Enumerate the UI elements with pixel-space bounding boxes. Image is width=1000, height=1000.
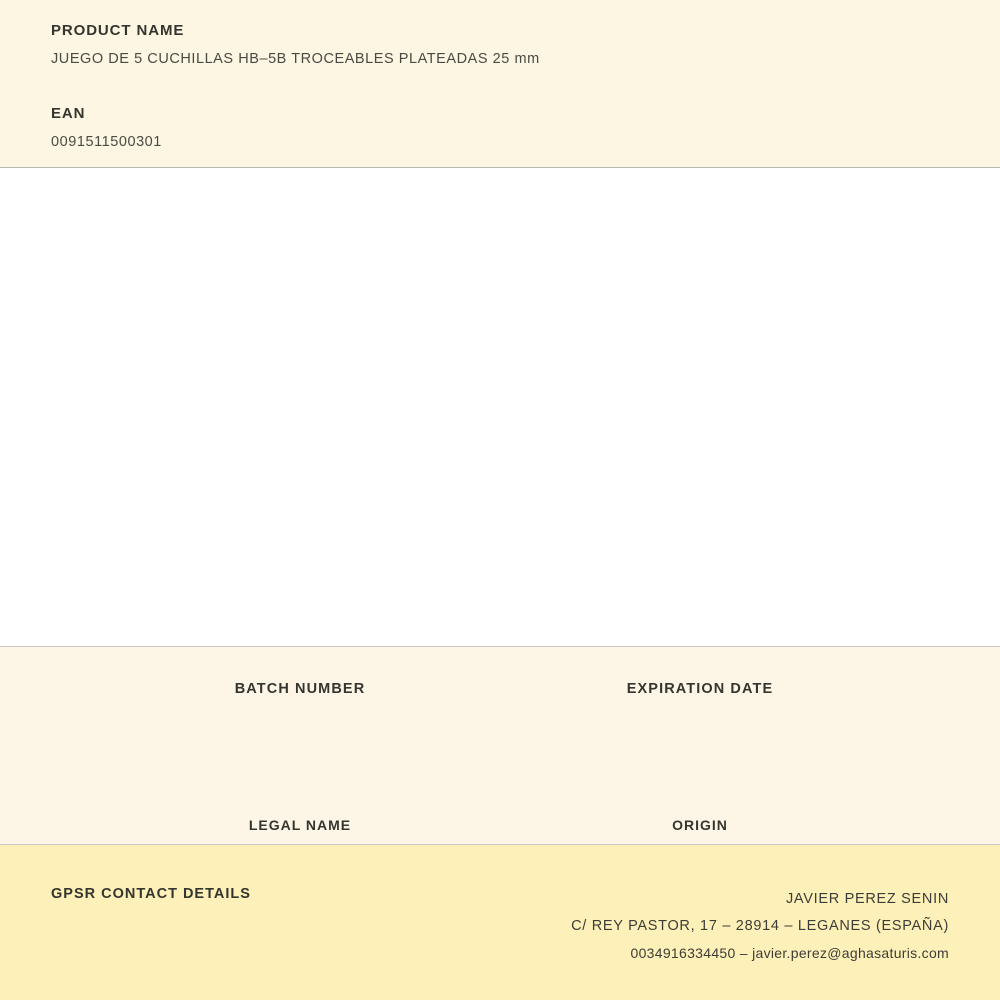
- batch-number-label: BATCH NUMBER: [234, 681, 366, 697]
- gpsr-contact-name: JAVIER PEREZ SENIN: [785, 891, 949, 907]
- expiration-date-label: EXPIRATION DATE: [626, 681, 774, 697]
- gpsr-contact-phone-email: 0034916334450 – javier.perez@aghasaturis.com: [630, 945, 949, 961]
- product-name-label: PRODUCT NAME: [51, 22, 185, 39]
- product-name-block: [0, 22, 1000, 67]
- gpsr-contact-details-label: GPSR CONTACT DETAILS: [51, 886, 251, 902]
- gpsr-footer-section: [0, 845, 1000, 1000]
- origin-label: ORIGIN: [672, 817, 728, 833]
- gpsr-contact-block: [571, 886, 949, 967]
- batch-number-value: [100, 697, 500, 727]
- product-header-section: [0, 0, 1000, 168]
- gpsr-contact-address: C/ REY PASTOR, 17 – 28914 – LEGANES (ESPAÑA): [571, 918, 949, 934]
- legal-name-label: LEGAL NAME: [248, 817, 352, 833]
- expiration-date-value: [500, 697, 900, 727]
- ean-block: [0, 105, 1000, 150]
- ean-label: EAN: [51, 105, 86, 122]
- ean-value: 0091511500301: [51, 134, 162, 150]
- details-grid: [100, 647, 900, 861]
- product-details-section: [0, 647, 1000, 845]
- product-image-area: [0, 168, 1000, 647]
- product-name-value: JUEGO DE 5 CUCHILLAS HB–5B TROCEABLES PLATEADAS 25 mm: [51, 51, 540, 67]
